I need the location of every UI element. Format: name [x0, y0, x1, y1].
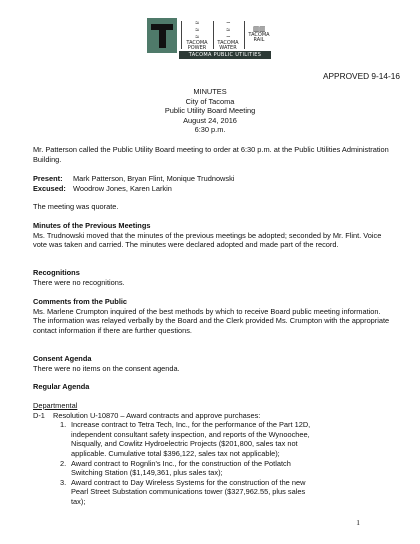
power-label: TACOMA POWER: [186, 40, 208, 51]
public-comments-heading: Comments from the Public: [33, 297, 128, 306]
resolution-text: Resolution U-10870 – Award contracts and approve purchases:: [53, 410, 261, 420]
excused-label: Excused:: [33, 183, 66, 193]
departmental-heading: Departmental: [33, 401, 78, 410]
consent-agenda-text: There were no items on the consent agenda.: [33, 363, 180, 373]
item-1-line: Increase contract to Tetra Tech, Inc., for the performance of the Part 12D,: [71, 420, 311, 430]
recognitions-heading: Recognitions: [33, 268, 80, 277]
item-3-line: Pearl Street Substation communications tower ($327,962.55, plus sales: [71, 487, 306, 497]
item-1-line: independent consultant safety inspection, and reports of the Wynoochee,: [71, 429, 310, 439]
resolution-id: D-1: [33, 410, 45, 420]
intro-paragraph: Mr. Patterson called the Public Utility Board meeting to order at 6:30 p.m. at the Public Utilities Administration Building.: [33, 145, 389, 164]
logo-band-text: TACOMA PUBLIC UTILITIES: [179, 51, 271, 59]
rail-icon: ▥▥ TACOMA RAIL: [245, 20, 273, 43]
title-time: 6:30 p.m.: [194, 125, 226, 135]
title-board: Public Utility Board Meeting: [164, 106, 256, 116]
item-2-number: 2.: [60, 458, 67, 468]
excused-names: Woodrow Jones, Karen Larkin: [73, 183, 172, 193]
present-names: Mark Patterson, Bryan Flint, Monique Trudnowski: [73, 174, 235, 183]
water-label: TACOMA WATER: [217, 40, 239, 51]
item-1-line: applicable. Cumulative total $396,122, sales tax not applicable);: [71, 449, 280, 458]
rail-label: TACOMA RAIL: [248, 32, 270, 43]
minutes-heading: Minutes of the Previous Meetings: [33, 221, 151, 230]
item-2-line: Award contract to Rognlin's Inc., for the construction of the Potlatch: [71, 458, 291, 468]
item-3-number: 3.: [60, 477, 67, 487]
tacoma-public-utilities-logo: [147, 18, 273, 63]
item-1-number: 1.: [60, 420, 67, 430]
regular-agenda-heading: Regular Agenda: [33, 382, 90, 391]
item-3-line: Award contract to Day Wireless Systems for the construction of the new: [71, 477, 306, 487]
item-1-line: Nisqually, and Cowlitz Hydroelectric Projects ($201,800, sales tax not: [71, 439, 298, 449]
approved-stamp: APPROVED 9-14-16: [322, 71, 400, 81]
water-icon: ~ ≈ ~ TACOMA WATER: [214, 20, 242, 51]
title-minutes: MINUTES: [193, 87, 227, 96]
public-comments-text: Ms. Marlene Crumpton inquired of the best methods by which to receive Board public meeting information. The information was relayed verbally by the Board and the Clerk provided Ms. Crumpton with the appropriate contact information if there are further questions.: [33, 306, 390, 335]
minutes-text: Ms. Trudnowski moved that the minutes of the previous meetings be adopted; seconded by Mr. Flint. Voice vote was taken and carried. The minutes were declared adopted and made part of the record.: [33, 230, 382, 250]
item-3-line: tax);: [71, 497, 86, 506]
item-2-line: Switching Station ($1,149,361, plus sales tax);: [71, 468, 223, 478]
consent-agenda-heading: Consent Agenda: [33, 354, 92, 363]
title-date: August 24, 2016: [183, 115, 237, 125]
logo-t-mark: [147, 18, 177, 53]
title-city: City of Tacoma: [185, 96, 235, 106]
quorate-text: The meeting was quorate.: [33, 202, 119, 211]
recognitions-text: There were no recognitions.: [33, 277, 125, 287]
attendance: [33, 174, 393, 193]
power-icon: ≈ ≈ ≈ TACOMA POWER: [183, 20, 211, 51]
present-label: Present:: [33, 174, 63, 183]
page-number: 1: [356, 518, 360, 527]
